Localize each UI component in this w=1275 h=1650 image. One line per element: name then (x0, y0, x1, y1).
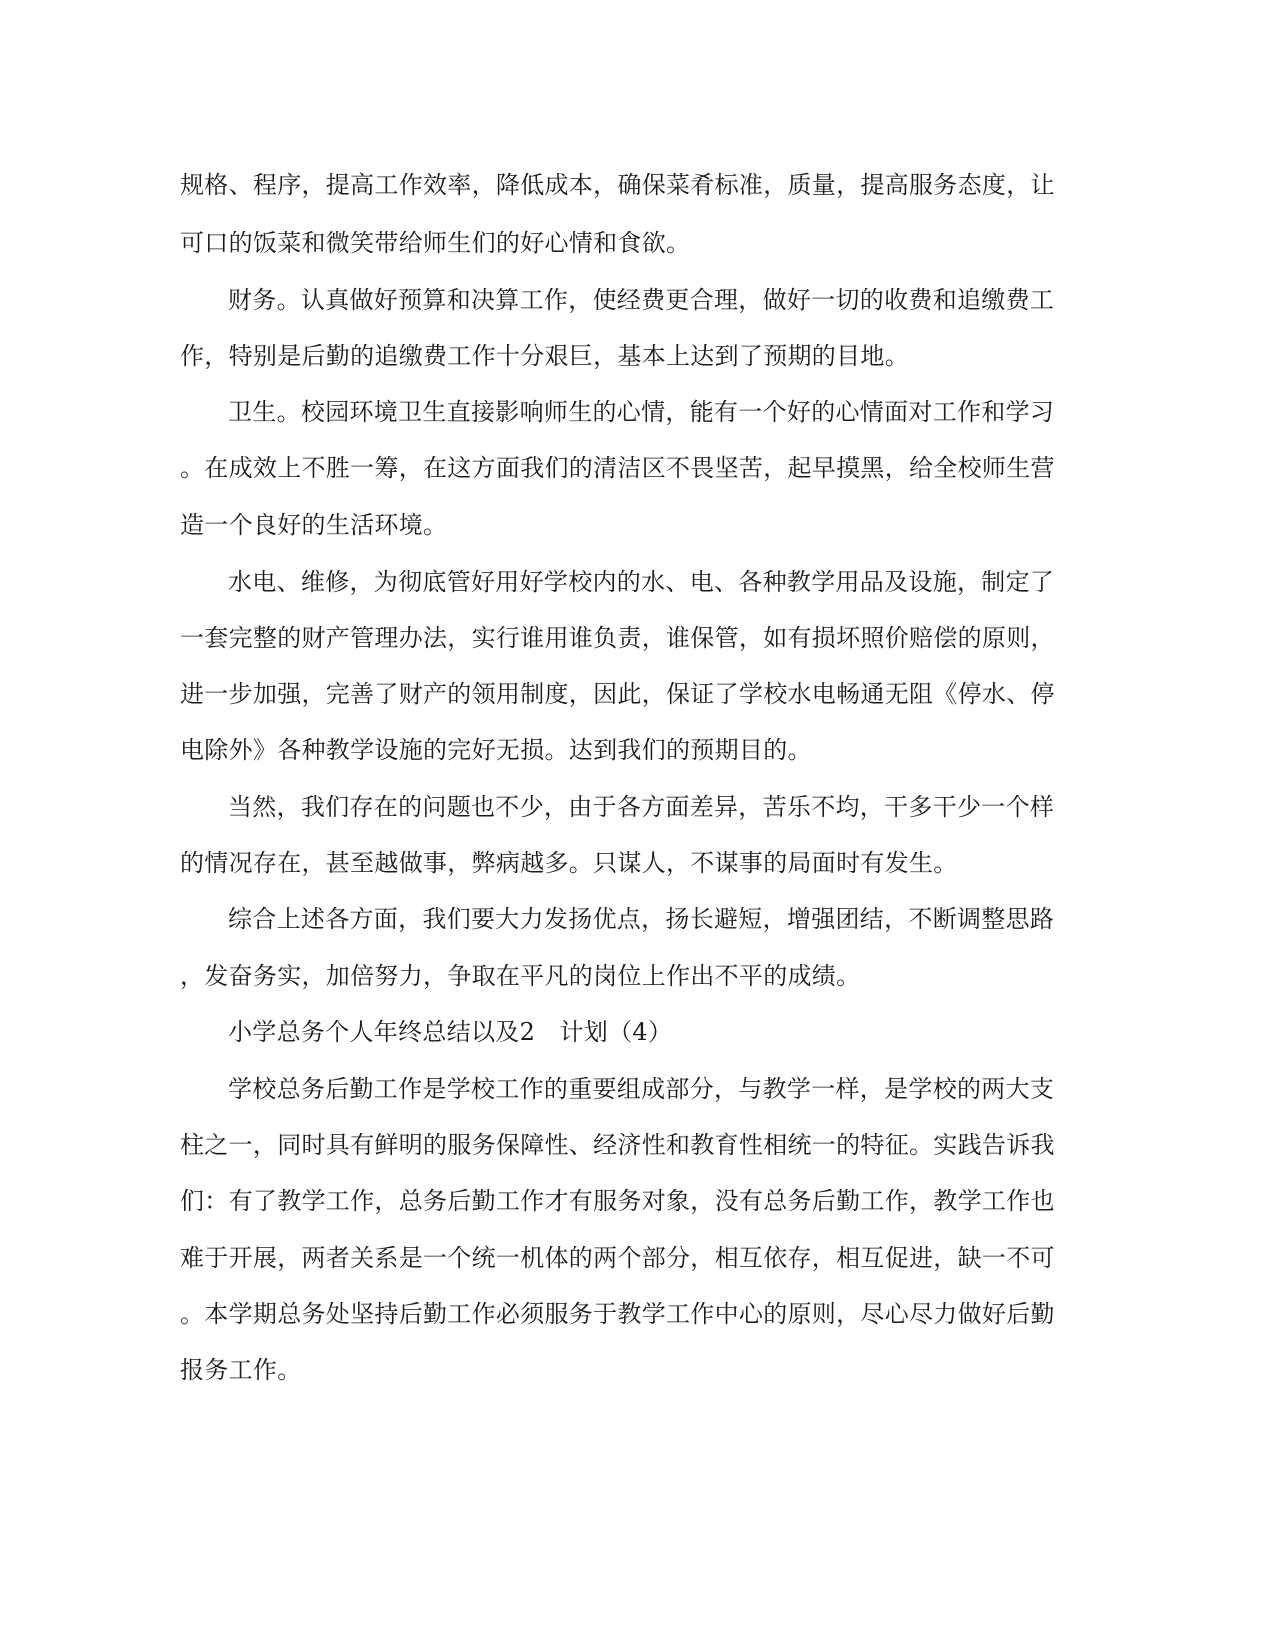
text-line: 们：有了教学工作，总务后勤工作才有服务对象，没有总务后勤工作，教学工作也 (180, 1187, 1055, 1215)
text-line: 作，特别是后勤的追缴费工作十分艰巨，基本上达到了预期的目地。 (180, 342, 909, 370)
text-line: 。本学期总务处坚持后勤工作必须服务于教学工作中心的原则，尽心尽力做好后勤 (180, 1300, 1055, 1328)
text-line: 一套完整的财产管理办法，实行谁用谁负责，谁保管，如有损坏照价赔偿的原则， (180, 624, 1055, 652)
section-heading: 小学总务个人年终总结以及2 计划（4） (228, 1018, 673, 1046)
text-line: 造一个良好的生活环境。 (180, 511, 448, 539)
text-line: 财务。认真做好预算和决算工作，使经费更合理，做好一切的收费和追缴费工 (228, 286, 1055, 314)
text-line: 当然，我们存在的问题也不少，由于各方面差异，苦乐不均，干多干少一个样 (228, 793, 1055, 821)
text-line: 柱之一，同时具有鲜明的服务保障性、经济性和教育性相统一的特征。实践告诉我 (180, 1131, 1055, 1159)
text-line: 卫生。校园环境卫生直接影响师生的心情，能有一个好的心情面对工作和学习 (228, 398, 1055, 426)
text-line: ，发奋务实，加倍努力，争取在平凡的岗位上作出不平的成绩。 (180, 962, 861, 990)
text-line: 综合上述各方面，我们要大力发扬优点，扬长避短，增强团结，不断调整思路 (228, 905, 1055, 933)
text-line: 可口的饭菜和微笑带给师生们的好心情和食欲。 (180, 229, 691, 257)
text-line: 规格、程序，提高工作效率，降低成本，确保菜肴标准，质量，提高服务态度，让 (180, 171, 1055, 199)
text-line: 报务工作。 (180, 1356, 302, 1384)
text-line: 的情况存在，甚至越做事，弊病越多。只谋人，不谋事的局面时有发生。 (180, 849, 958, 877)
text-line: 学校总务后勤工作是学校工作的重要组成部分，与教学一样，是学校的两大支 (228, 1075, 1055, 1103)
text-line: 电除外》各种教学设施的完好无损。达到我们的预期目的。 (180, 736, 812, 764)
text-line: 进一步加强，完善了财产的领用制度，因此，保证了学校水电畅通无阻《停水、停 (180, 680, 1055, 708)
text-line: 水电、维修，为彻底管好用好学校内的水、电、各种教学用品及设施，制定了 (228, 568, 1055, 596)
text-line: 。在成效上不胜一筹，在这方面我们的清洁区不畏坚苦，起早摸黑，给全校师生营 (180, 454, 1055, 482)
text-line: 难于开展，两者关系是一个统一机体的两个部分，相互依存，相互促进，缺一不可 (180, 1244, 1055, 1272)
